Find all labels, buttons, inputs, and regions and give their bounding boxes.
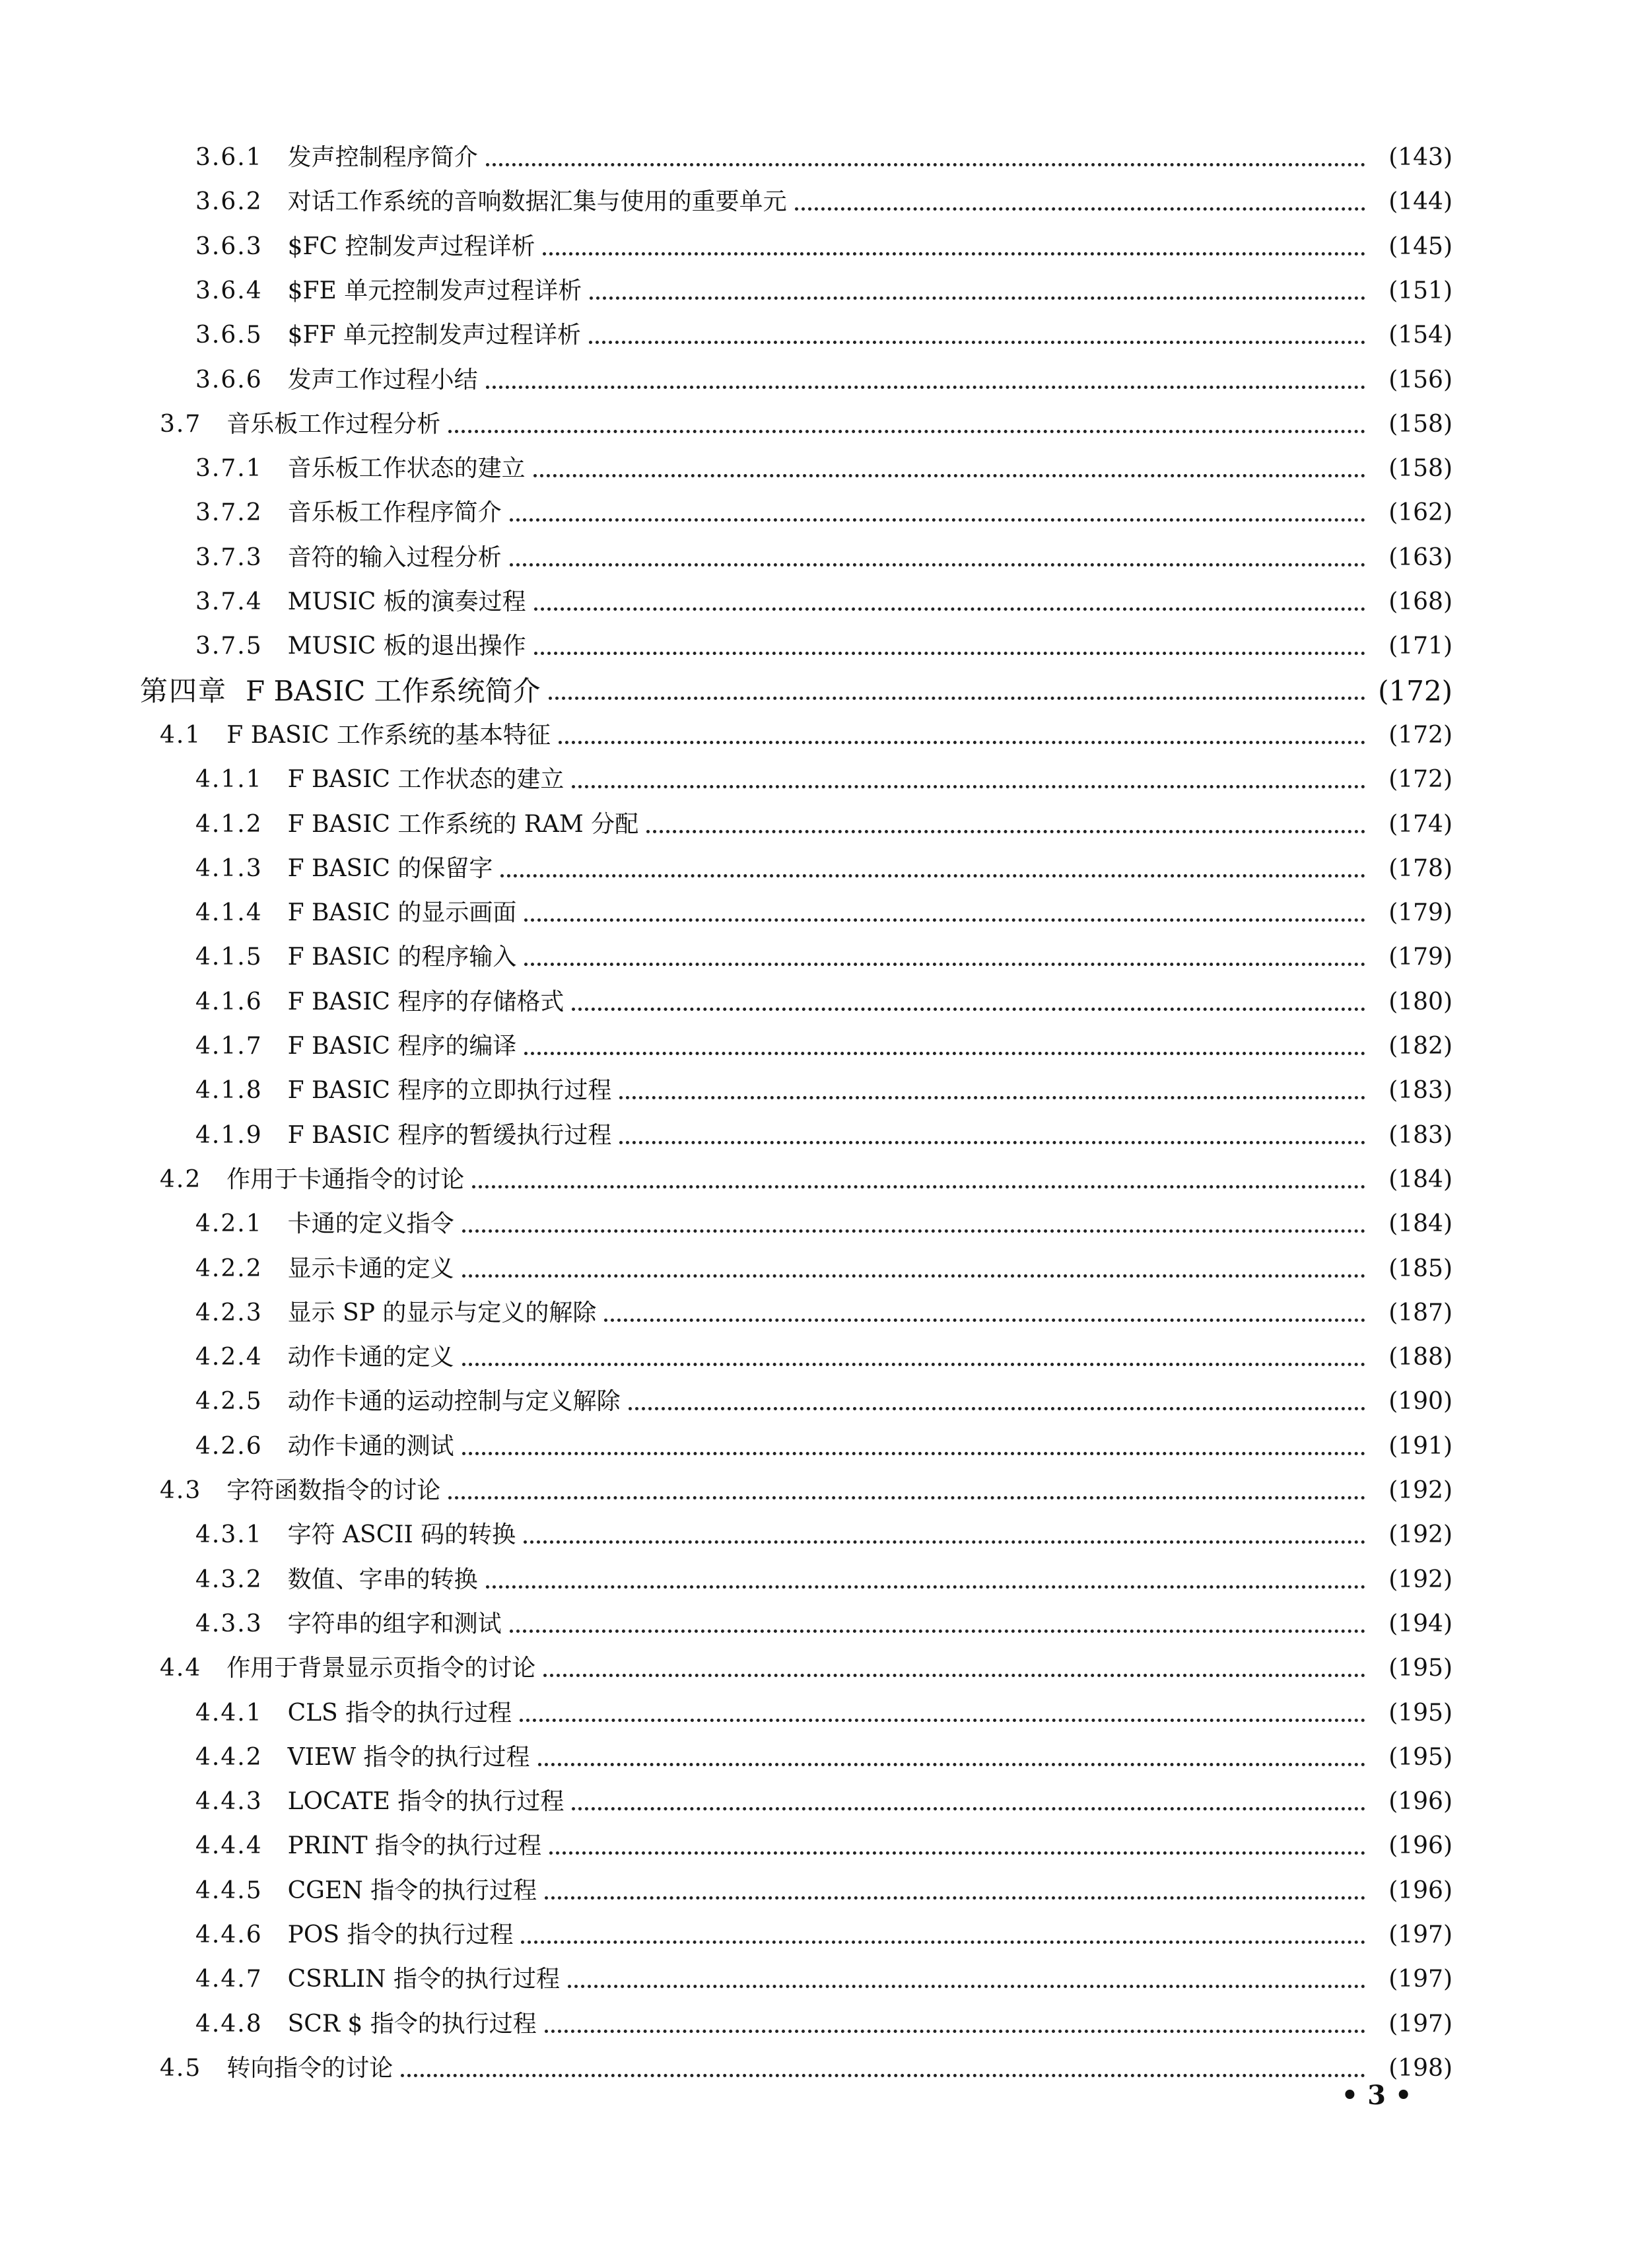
dot-leader bbox=[549, 697, 1365, 700]
toc-entry-number: 4.1 bbox=[160, 722, 202, 749]
dot-leader bbox=[448, 430, 1365, 433]
toc-entry-number: 3.6.5 bbox=[195, 322, 263, 349]
dot-leader bbox=[462, 1274, 1365, 1278]
toc-entry-number: 3.7.5 bbox=[195, 633, 263, 660]
toc-entry-number: 3.6.6 bbox=[195, 366, 263, 394]
toc-entry-page: (180) bbox=[1388, 988, 1453, 1015]
dot-leader bbox=[510, 1630, 1365, 1633]
toc-subsection-entry bbox=[195, 582, 1453, 623]
dot-leader bbox=[462, 1452, 1365, 1455]
toc-entry-page: (145) bbox=[1388, 233, 1453, 260]
toc-entry-title: 显示 SP 的显示与定义的解除 bbox=[287, 1299, 597, 1326]
toc-entry-page: (168) bbox=[1388, 588, 1453, 615]
toc-entry-page: (192) bbox=[1388, 1477, 1453, 1504]
toc-entry-title: F BASIC 程序的编译 bbox=[287, 1033, 517, 1060]
toc-entry-title: F BASIC 程序的暂缓执行过程 bbox=[287, 1122, 612, 1149]
toc-subsection-entry bbox=[195, 182, 1453, 223]
toc-subsection-entry bbox=[195, 848, 1453, 889]
toc-entry-number: 4.3.1 bbox=[195, 1521, 263, 1548]
toc-entry-page: (179) bbox=[1388, 899, 1453, 926]
toc-subsection-entry bbox=[195, 1337, 1453, 1378]
dot-leader bbox=[524, 1052, 1365, 1055]
toc-entry-number: 3.6.3 bbox=[195, 233, 263, 260]
toc-entry-number: 4.4.2 bbox=[195, 1744, 263, 1771]
dot-leader bbox=[486, 386, 1365, 389]
toc-entry-page: (196) bbox=[1388, 1788, 1453, 1815]
dot-leader bbox=[448, 1496, 1365, 1499]
dot-leader bbox=[462, 1229, 1365, 1233]
toc-entry-number: 4.1.1 bbox=[195, 766, 263, 793]
toc-entry-number: 4.1.5 bbox=[195, 944, 263, 971]
dot-leader bbox=[521, 1941, 1365, 1944]
toc-section-entry bbox=[160, 2048, 1453, 2089]
dot-leader bbox=[619, 1096, 1365, 1099]
toc-entry-page: (192) bbox=[1388, 1521, 1453, 1548]
toc-subsection-entry bbox=[195, 1515, 1453, 1556]
dot-leader bbox=[486, 163, 1365, 166]
toc-entry-title: F BASIC 程序的立即执行过程 bbox=[287, 1077, 612, 1104]
toc-entry-title: 发声控制程序简介 bbox=[287, 144, 478, 171]
toc-section-entry bbox=[160, 1648, 1453, 1689]
dot-leader bbox=[486, 1585, 1365, 1589]
toc-subsection-entry bbox=[195, 537, 1453, 578]
toc-subsection-entry bbox=[195, 1249, 1453, 1289]
toc-subsection-entry bbox=[195, 360, 1453, 401]
dot-leader bbox=[795, 207, 1365, 211]
dot-leader bbox=[590, 296, 1365, 300]
toc-entry-title: 音乐板工作程序简介 bbox=[287, 499, 502, 526]
toc-subsection-entry bbox=[195, 2004, 1453, 2045]
toc-entry-page: (194) bbox=[1388, 1610, 1453, 1637]
toc-entry-number: 4.4.4 bbox=[195, 1832, 263, 1859]
toc-entry-number: 3.6.2 bbox=[195, 188, 263, 215]
toc-entry-number: 4.1.8 bbox=[195, 1077, 263, 1104]
toc-subsection-entry bbox=[195, 1826, 1453, 1867]
toc-entry-title: 音乐板工作状态的建立 bbox=[287, 455, 526, 482]
toc-entry-page: (191) bbox=[1388, 1433, 1453, 1460]
toc-subsection-entry bbox=[195, 448, 1453, 489]
dot-leader bbox=[510, 563, 1365, 567]
toc-subsection-entry bbox=[195, 1070, 1453, 1111]
toc-subsection-entry bbox=[195, 1115, 1453, 1156]
toc-entry-number: 4.5 bbox=[160, 2055, 202, 2082]
toc-subsection-entry bbox=[195, 315, 1453, 356]
toc-entry-title: $FF 单元控制发声过程详析 bbox=[287, 322, 581, 349]
toc-entry-title: 动作卡通的测试 bbox=[287, 1433, 454, 1460]
dot-leader bbox=[401, 2074, 1365, 2077]
toc-entry-title: SCR $ 指令的执行过程 bbox=[287, 2010, 537, 2038]
toc-entry-number: 4.1.2 bbox=[195, 811, 263, 838]
dot-leader bbox=[568, 1985, 1365, 1988]
toc-entry-title: 音符的输入过程分析 bbox=[287, 544, 502, 571]
toc-entry-title: CLS 指令的执行过程 bbox=[287, 1700, 512, 1727]
toc-entry-page: (196) bbox=[1388, 1832, 1453, 1859]
toc-entry-page: (183) bbox=[1388, 1122, 1453, 1149]
toc-entry-title: 数值、字串的转换 bbox=[287, 1566, 478, 1593]
toc-entry-number: 3.7.1 bbox=[195, 455, 263, 482]
toc-entry-number: 3.7.4 bbox=[195, 588, 263, 615]
toc-entry-page: (179) bbox=[1388, 944, 1453, 971]
toc-entry-title: 作用于卡通指令的讨论 bbox=[226, 1166, 465, 1193]
toc-entry-title: VIEW 指令的执行过程 bbox=[287, 1744, 530, 1771]
toc-entry-number: 4.2.5 bbox=[195, 1388, 263, 1415]
toc-entry-page: (172) bbox=[1388, 766, 1453, 793]
dot-leader bbox=[524, 918, 1365, 922]
toc-entry-number: 3.7 bbox=[160, 411, 202, 438]
toc-subsection-entry bbox=[195, 1781, 1453, 1822]
dot-leader bbox=[524, 963, 1365, 966]
toc-entry-title: 字符串的组字和测试 bbox=[287, 1610, 502, 1637]
toc-entry-title: MUSIC 板的退出操作 bbox=[287, 633, 526, 660]
toc-entry-number: 3.6.1 bbox=[195, 144, 263, 171]
toc-entry-page: (154) bbox=[1388, 322, 1453, 349]
toc-entry-number: 4.3 bbox=[160, 1477, 202, 1504]
toc-entry-page: (192) bbox=[1388, 1566, 1453, 1593]
toc-entry-number: 4.4.8 bbox=[195, 2010, 263, 2038]
toc-entry-title: F BASIC 工作系统的 RAM 分配 bbox=[287, 811, 639, 838]
toc-entry-number: 第四章 bbox=[140, 675, 228, 707]
toc-subsection-entry bbox=[195, 1204, 1453, 1245]
toc-subsection-entry bbox=[195, 1293, 1453, 1334]
dot-leader bbox=[559, 741, 1365, 744]
toc-entry-page: (196) bbox=[1388, 1877, 1453, 1904]
toc-entry-number: 4.4 bbox=[160, 1655, 202, 1682]
toc-subsection-entry bbox=[195, 1604, 1453, 1645]
toc-subsection-entry bbox=[195, 137, 1453, 178]
dot-leader bbox=[589, 341, 1365, 344]
toc-section-entry bbox=[160, 1470, 1453, 1511]
toc-entry-number: 4.1.7 bbox=[195, 1033, 263, 1060]
toc-entry-number: 4.2.3 bbox=[195, 1299, 263, 1326]
toc-entry-page: (158) bbox=[1388, 411, 1453, 438]
toc-entry-title: F BASIC 的显示画面 bbox=[287, 899, 517, 926]
toc-entry-page: (184) bbox=[1388, 1210, 1453, 1237]
dot-leader bbox=[520, 1719, 1365, 1722]
toc-entry-title: F BASIC 的保留字 bbox=[287, 855, 493, 882]
toc-entry-page: (143) bbox=[1388, 144, 1453, 171]
toc-entry-page: (174) bbox=[1388, 811, 1453, 838]
toc-subsection-entry bbox=[195, 226, 1453, 267]
toc-entry-page: (195) bbox=[1388, 1700, 1453, 1727]
dot-leader bbox=[572, 1008, 1365, 1011]
toc-section-entry bbox=[160, 404, 1453, 445]
toc-chapter-entry bbox=[140, 671, 1453, 712]
dot-leader bbox=[472, 1185, 1365, 1188]
toc-entry-title: 作用于背景显示页指令的讨论 bbox=[226, 1655, 536, 1682]
toc-entry-page: (158) bbox=[1388, 455, 1453, 482]
toc-entry-title: 发声工作过程小结 bbox=[287, 366, 478, 394]
toc-subsection-entry bbox=[195, 1560, 1453, 1600]
toc-subsection-entry bbox=[195, 1693, 1453, 1734]
toc-subsection-entry bbox=[195, 1959, 1453, 2000]
toc-entry-title: CSRLIN 指令的执行过程 bbox=[287, 1966, 560, 1993]
toc-entry-page: (162) bbox=[1388, 499, 1453, 526]
toc-entry-number: 4.4.6 bbox=[195, 1921, 263, 1948]
toc-subsection-entry bbox=[195, 1426, 1453, 1467]
toc-entry-page: (197) bbox=[1388, 1921, 1453, 1948]
dot-leader bbox=[549, 1851, 1365, 1855]
toc-entry-number: 4.4.7 bbox=[195, 1966, 263, 1993]
toc-entry-title: F BASIC 工作系统的基本特征 bbox=[226, 722, 551, 749]
toc-subsection-entry bbox=[195, 937, 1453, 978]
dot-leader bbox=[629, 1407, 1365, 1410]
dot-leader bbox=[524, 1540, 1365, 1544]
toc-entry-title: $FE 单元控制发声过程详析 bbox=[287, 277, 582, 304]
toc-entry-title: 字符 ASCII 码的转换 bbox=[287, 1521, 516, 1548]
toc-entry-number: 4.1.4 bbox=[195, 899, 263, 926]
toc-entry-title: 对话工作系统的音响数据汇集与使用的重要单元 bbox=[287, 188, 787, 215]
toc-entry-number: 4.1.6 bbox=[195, 988, 263, 1015]
toc-entry-title: LOCATE 指令的执行过程 bbox=[287, 1788, 564, 1815]
toc-entry-title: $FC 控制发声过程详析 bbox=[287, 233, 535, 260]
dot-leader bbox=[646, 830, 1365, 833]
toc-entry-number: 4.2 bbox=[160, 1166, 202, 1193]
toc-entry-title: 音乐板工作过程分析 bbox=[226, 411, 441, 438]
toc-entry-number: 4.2.4 bbox=[195, 1344, 263, 1371]
toc-entry-page: (195) bbox=[1388, 1655, 1453, 1682]
toc-subsection-entry bbox=[195, 893, 1453, 934]
toc-entry-number: 4.4.3 bbox=[195, 1788, 263, 1815]
toc-entry-title: 动作卡通的运动控制与定义解除 bbox=[287, 1388, 621, 1415]
toc-entry-title: MUSIC 板的演奏过程 bbox=[287, 588, 526, 615]
toc-subsection-entry bbox=[195, 1737, 1453, 1778]
toc-entry-page: (198) bbox=[1388, 2055, 1453, 2082]
dot-leader bbox=[619, 1141, 1365, 1144]
toc-entry-title: 字符函数指令的讨论 bbox=[226, 1477, 441, 1504]
dot-leader bbox=[543, 1674, 1365, 1677]
toc-entry-title: F BASIC 程序的存储格式 bbox=[287, 988, 564, 1015]
toc-subsection-entry bbox=[195, 1915, 1453, 1956]
dot-leader bbox=[500, 874, 1365, 877]
toc-entry-page: (183) bbox=[1388, 1077, 1453, 1104]
toc-entry-page: (188) bbox=[1388, 1344, 1453, 1371]
dot-leader bbox=[572, 1807, 1365, 1810]
toc-entry-title: F BASIC 工作系统简介 bbox=[246, 675, 541, 707]
toc-entry-title: CGEN 指令的执行过程 bbox=[287, 1877, 537, 1904]
toc-entry-page: (187) bbox=[1388, 1299, 1453, 1326]
toc-entry-page: (144) bbox=[1388, 188, 1453, 215]
dot-leader bbox=[543, 252, 1365, 256]
toc-subsection-entry bbox=[195, 1026, 1453, 1067]
toc-entry-title: 显示卡通的定义 bbox=[287, 1255, 454, 1282]
toc-entry-number: 4.2.6 bbox=[195, 1433, 263, 1460]
toc-section-entry bbox=[160, 1159, 1453, 1200]
toc-entry-page: (195) bbox=[1388, 1744, 1453, 1771]
toc-entry-number: 4.1.9 bbox=[195, 1122, 263, 1149]
page-number: • 3 • bbox=[1341, 2080, 1412, 2111]
toc-entry-page: (151) bbox=[1388, 277, 1453, 304]
toc-entry-number: 4.1.3 bbox=[195, 855, 263, 882]
toc-subsection-entry bbox=[195, 1381, 1453, 1422]
toc-entry-title: 卡通的定义指令 bbox=[287, 1210, 454, 1237]
toc-subsection-entry bbox=[195, 804, 1453, 845]
dot-leader bbox=[572, 785, 1365, 788]
toc-entry-page: (172) bbox=[1388, 722, 1453, 749]
toc-entry-number: 4.4.5 bbox=[195, 1877, 263, 1904]
toc-subsection-entry bbox=[195, 982, 1453, 1023]
toc-entry-number: 4.3.2 bbox=[195, 1566, 263, 1593]
toc-subsection-entry bbox=[195, 271, 1453, 312]
dot-leader bbox=[545, 2030, 1365, 2033]
dot-leader bbox=[545, 1896, 1365, 1900]
toc-entry-title: F BASIC 的程序输入 bbox=[287, 944, 517, 971]
toc-entry-page: (156) bbox=[1388, 366, 1453, 394]
toc-entry-title: 动作卡通的定义 bbox=[287, 1344, 454, 1371]
toc-entry-page: (163) bbox=[1388, 544, 1453, 571]
toc-entry-page: (182) bbox=[1388, 1033, 1453, 1060]
toc-subsection-entry bbox=[195, 1871, 1453, 1911]
toc-entry-page: (197) bbox=[1388, 1966, 1453, 1993]
dot-leader bbox=[510, 518, 1365, 522]
toc-subsection-entry bbox=[195, 759, 1453, 800]
toc-entry-number: 3.7.2 bbox=[195, 499, 263, 526]
toc-entry-page: (178) bbox=[1388, 855, 1453, 882]
toc-entry-number: 4.4.1 bbox=[195, 1700, 263, 1727]
toc-entry-number: 4.3.3 bbox=[195, 1610, 263, 1637]
toc-entry-number: 3.7.3 bbox=[195, 544, 263, 571]
toc-entry-page: (190) bbox=[1388, 1388, 1453, 1415]
toc-entry-page: (172) bbox=[1378, 675, 1453, 707]
toc-entry-page: (184) bbox=[1388, 1166, 1453, 1193]
toc-entry-title: POS 指令的执行过程 bbox=[287, 1921, 514, 1948]
dot-leader bbox=[538, 1763, 1365, 1766]
toc-entry-title: 转向指令的讨论 bbox=[226, 2055, 393, 2082]
toc-section-entry bbox=[160, 715, 1453, 756]
toc-entry-title: PRINT 指令的执行过程 bbox=[287, 1832, 542, 1859]
toc-entry-page: (171) bbox=[1388, 633, 1453, 660]
toc-entry-title: F BASIC 工作状态的建立 bbox=[287, 766, 564, 793]
toc-entry-number: 4.2.2 bbox=[195, 1255, 263, 1282]
toc-entry-number: 3.6.4 bbox=[195, 277, 263, 304]
dot-leader bbox=[534, 652, 1365, 655]
toc-entry-page: (185) bbox=[1388, 1255, 1453, 1282]
toc-subsection-entry bbox=[195, 626, 1453, 667]
dot-leader bbox=[534, 607, 1365, 611]
dot-leader bbox=[533, 474, 1365, 477]
toc-entry-number: 4.2.1 bbox=[195, 1210, 263, 1237]
toc-subsection-entry bbox=[195, 493, 1453, 533]
toc-entry-page: (197) bbox=[1388, 2010, 1453, 2038]
dot-leader bbox=[462, 1363, 1365, 1366]
dot-leader bbox=[604, 1319, 1365, 1322]
